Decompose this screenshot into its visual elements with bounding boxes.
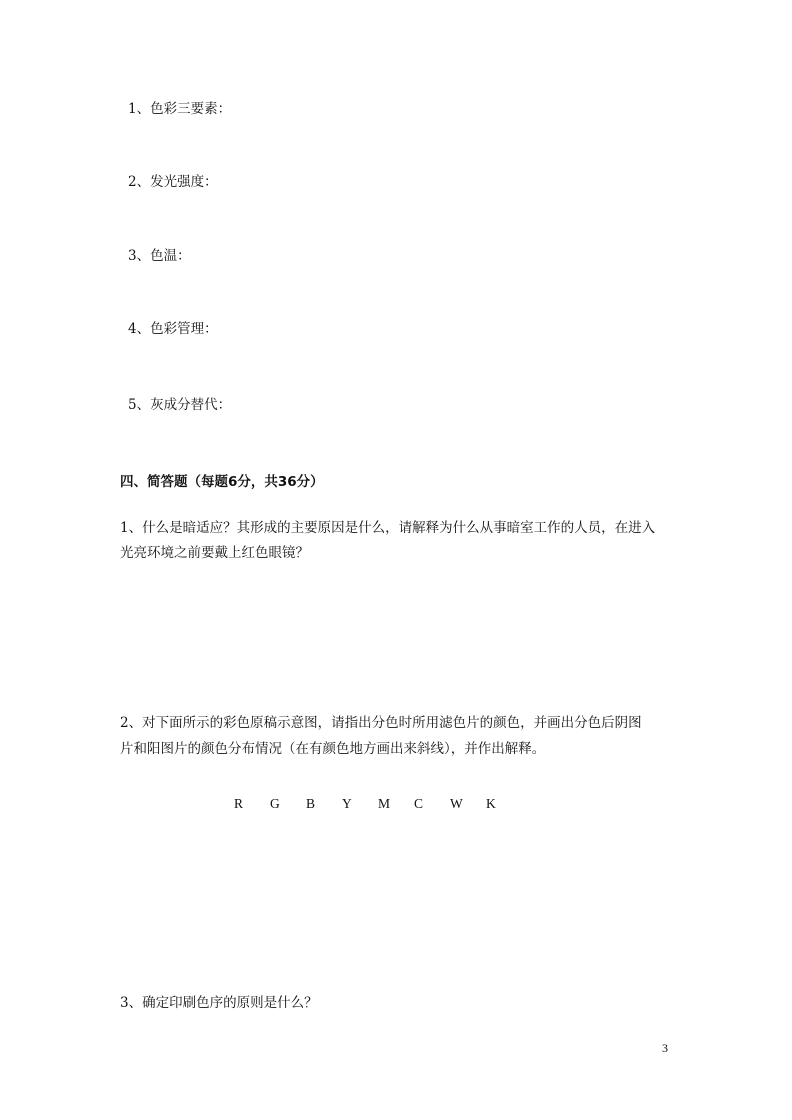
color-letters-row	[226, 796, 516, 814]
color-letter-g: G	[270, 796, 280, 811]
color-letter-r: R	[234, 796, 244, 811]
question-2-line-2: 片和阳图片的颜色分布情况（在有颜色地方画出来斜线），并作出解释。	[120, 741, 546, 757]
term-2: 2、发光强度：	[128, 174, 218, 190]
term-5: 5、灰成分替代：	[128, 397, 232, 413]
color-letter-b: B	[306, 796, 316, 811]
question-1-line-1: 1、什么是暗适应？其形成的主要原因是什么，请解释为什么从事暗室工作的人员，在进入	[120, 520, 656, 536]
term-4: 4、色彩管理：	[128, 321, 218, 337]
color-letter-m: M	[378, 796, 391, 811]
color-letter-c: C	[414, 796, 424, 811]
question-2-line-1: 2、对下面所示的彩色原稿示意图，请指出分色时所用滤色片的颜色，并画出分色后阴图	[120, 715, 642, 731]
term-1: 1、色彩三要素：	[128, 101, 232, 117]
question-1-line-2: 光亮环境之前要戴上红色眼镜？	[120, 545, 309, 561]
question-3: 3、确定印刷色序的原则是什么？	[120, 995, 318, 1011]
term-3: 3、色温：	[128, 248, 191, 264]
page-number: 3	[662, 1041, 668, 1055]
color-letter-k: K	[486, 796, 496, 811]
color-letter-y: Y	[342, 796, 352, 811]
color-letter-w: W	[450, 796, 463, 811]
section-heading: 四、简答题（每题6分，共36分）	[120, 474, 324, 490]
